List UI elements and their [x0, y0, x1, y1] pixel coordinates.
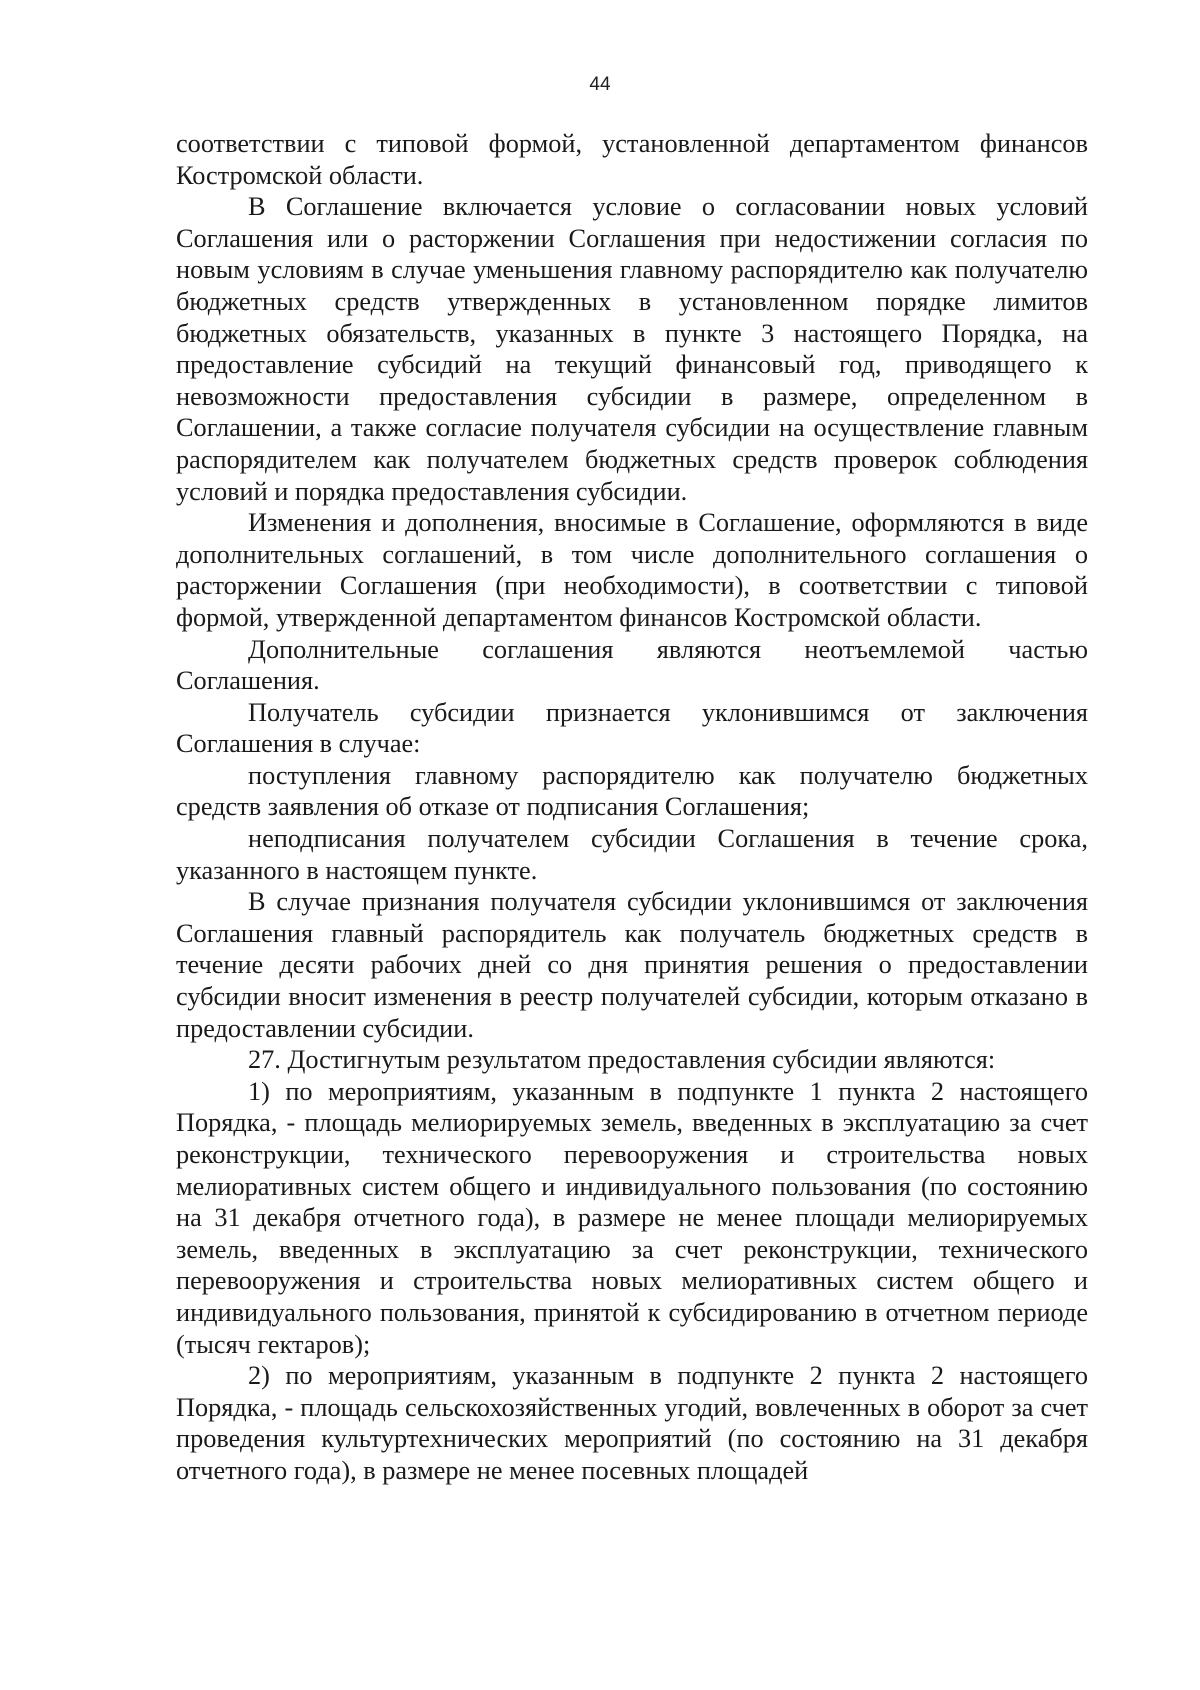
paragraph-1: соответствии с типовой формой, установленной департаментом финансов Костромской области.	[176, 129, 1088, 190]
paragraph-9: 27. Достигнутым результатом предоставления субсидии являются:	[248, 1045, 996, 1075]
paragraph-3: Изменения и дополнения, вносимые в Соглашение, оформляются в виде дополнительных соглашений, в том числе дополнительного соглашения о расторжении Соглашения (при необходимости), в соответствии с типовой формой, утвержденной департаментом финансов Костромской области.	[176, 508, 1088, 632]
paragraph-2: В Соглашение включается условие о согласовании новых условий Соглашения или о расторжении Соглашения при недостижении согласия по новым условиям в случае уменьшения главному распорядителю как получателю бюджетных средств утвержденных в установленном порядке лимитов бюджетных обязательств, указанных в пункте 3 настоящего Порядка, на предоставление субсидий на текущий финансовый год, приводящего к невозможности предоставления субсидии в размере, определенном в Соглашении, а также согласие получателя субсидии на осуществление главным распорядителем как получателем бюджетных средств проверок соблюдения условий и порядка предоставления субсидии.	[176, 192, 1088, 506]
paragraph-5: Получатель субсидии признается уклонившимся от заключения Соглашения в случае:	[176, 697, 1088, 759]
paragraph-6: поступления главному распорядителю как получателю бюджетных средств заявления об отказе от подписания Соглашения;	[176, 760, 1088, 822]
document-body	[176, 128, 1088, 1487]
paragraph-8: В случае признания получателя субсидии уклонившимся от заключения Соглашения главный распорядитель как получатель бюджетных средств в течение десяти рабочих дней со дня принятия решения о предоставлении субсидии вносит изменения в реестр получателей субсидии, которым отказано в предоставлении субсидии.	[176, 887, 1088, 1043]
paragraph-7: неподписания получателем субсидии Соглашения в течение срока, указанного в настоящем пункте.	[176, 824, 1088, 885]
page-number: 44	[589, 74, 611, 95]
paragraph-4: Дополнительные соглашения являются неотъемлемой частью Соглашения.	[176, 634, 1088, 696]
paragraph-11: 2) по мероприятиям, указанным в подпункте 2 пункта 2 настоящего Порядка, - площадь сельскохозяйственных угодий, вовлеченных в оборот за счет проведения культуртехнических мероприятий (по состоянию на 31 декабря отчетного года), в размере не менее посевных площадей	[176, 1361, 1088, 1485]
paragraph-10: 1) по мероприятиям, указанным в подпункте 1 пункта 2 настоящего Порядка, - площадь мелиорируемых земель, введенных в эксплуатацию за счет реконструкции, технического перевооружения и строительства новых мелиоративных систем общего и индивидуального пользования (по состоянию на 31 декабря отчетного года), в размере не менее площади мелиорируемых земель, введенных в эксплуатацию за счет реконструкции, технического перевооружения и строительства новых мелиоративных систем общего и индивидуального пользования, принятой к субсидированию в отчетном периоде (тысяч гектаров);	[176, 1076, 1088, 1359]
